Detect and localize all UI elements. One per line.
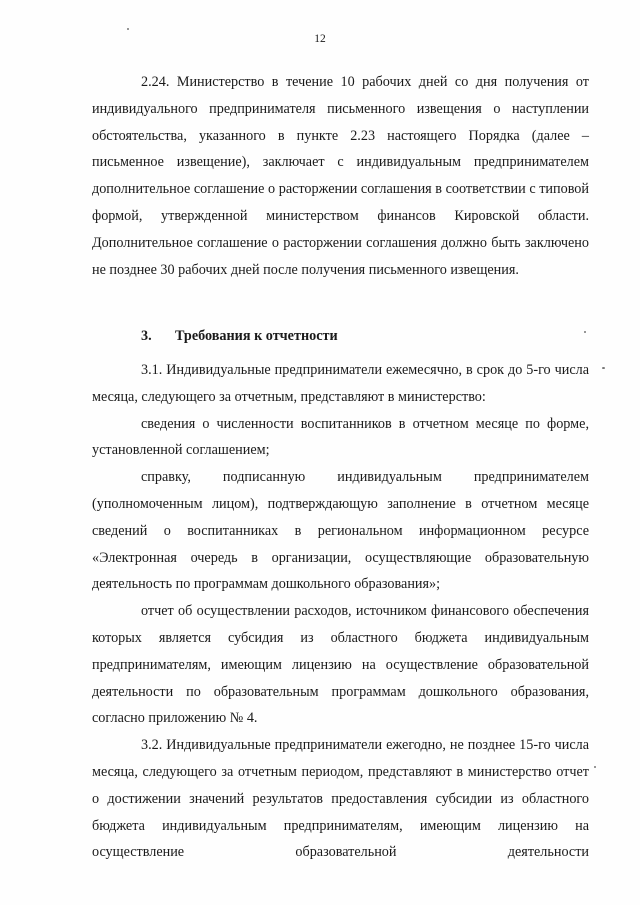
paragraph-3-1-item-a: сведения о численности воспитанников в отчетном месяце по форме, установленной соглашением; [92,415,589,459]
paragraph-2-24: 2.24. Министерство в течение 10 рабочих дней со дня получения от индивидуального предпринимателя письменного извещения о наступлении обстоятельства, указанного в пункте 2.23 настоящего Порядка (далее – письменное извещение), заключает с индивидуальным предпринимателем дополнительное соглашение о расторжении соглашения в соответствии с типовой формой, утвержденной министерством финансов Кировской области. Дополнительное соглашение о расторжении соглашения должно быть заключено не позднее 30 рабочих дней после получения письменного извещения. [92,74,589,278]
section-title: Требования к отчетности [175,328,338,344]
section-heading [92,323,589,350]
paragraph-3-2: 3.2. Индивидуальные предприниматели ежегодно, не позднее 15-го числа месяца, следующего за отчетным периодом, представляют в министерство отчет о достижении значений результатов предоставления субсидии из областного бюджета индивидуальным предпринимателям, имеющим лицензию на осуществление образовательной деятельности [92,737,589,861]
page-number: 12 [314,33,326,45]
scan-speck [594,766,596,768]
paragraph-3-1-item-c: отчет об осуществлении расходов, источником финансового обеспечения которых является субсидия из областного бюджета индивидуальным предпринимателям, имеющим лицензию на осуществление образовательной деятельности по образовательным программам дошкольного образования, согласно приложению № 4. [92,603,589,727]
section-number: 3. [141,328,152,344]
section-3-header [92,323,589,350]
paragraph-3-1: 3.1. Индивидуальные предприниматели ежемесячно, в срок до 5-го числа месяца, следующего за отчетным, представляют в министерство: [92,362,589,405]
paragraph-3-1-item-b: справку, подписанную индивидуальным предпринимателем (уполномоченным лицом), подтверждающую заполнение в отчетном месяце сведений о воспитанниках в региональном информационном ресурсе «Электронная очередь в организации, осуществляющие образовательную деятельность по программам дошкольного образования»; [92,469,589,593]
scan-speck [602,367,605,369]
paragraph-block-2-24 [92,69,589,283]
scan-speck [127,28,129,30]
scan-speck [584,331,586,333]
section-3-body [92,357,589,866]
